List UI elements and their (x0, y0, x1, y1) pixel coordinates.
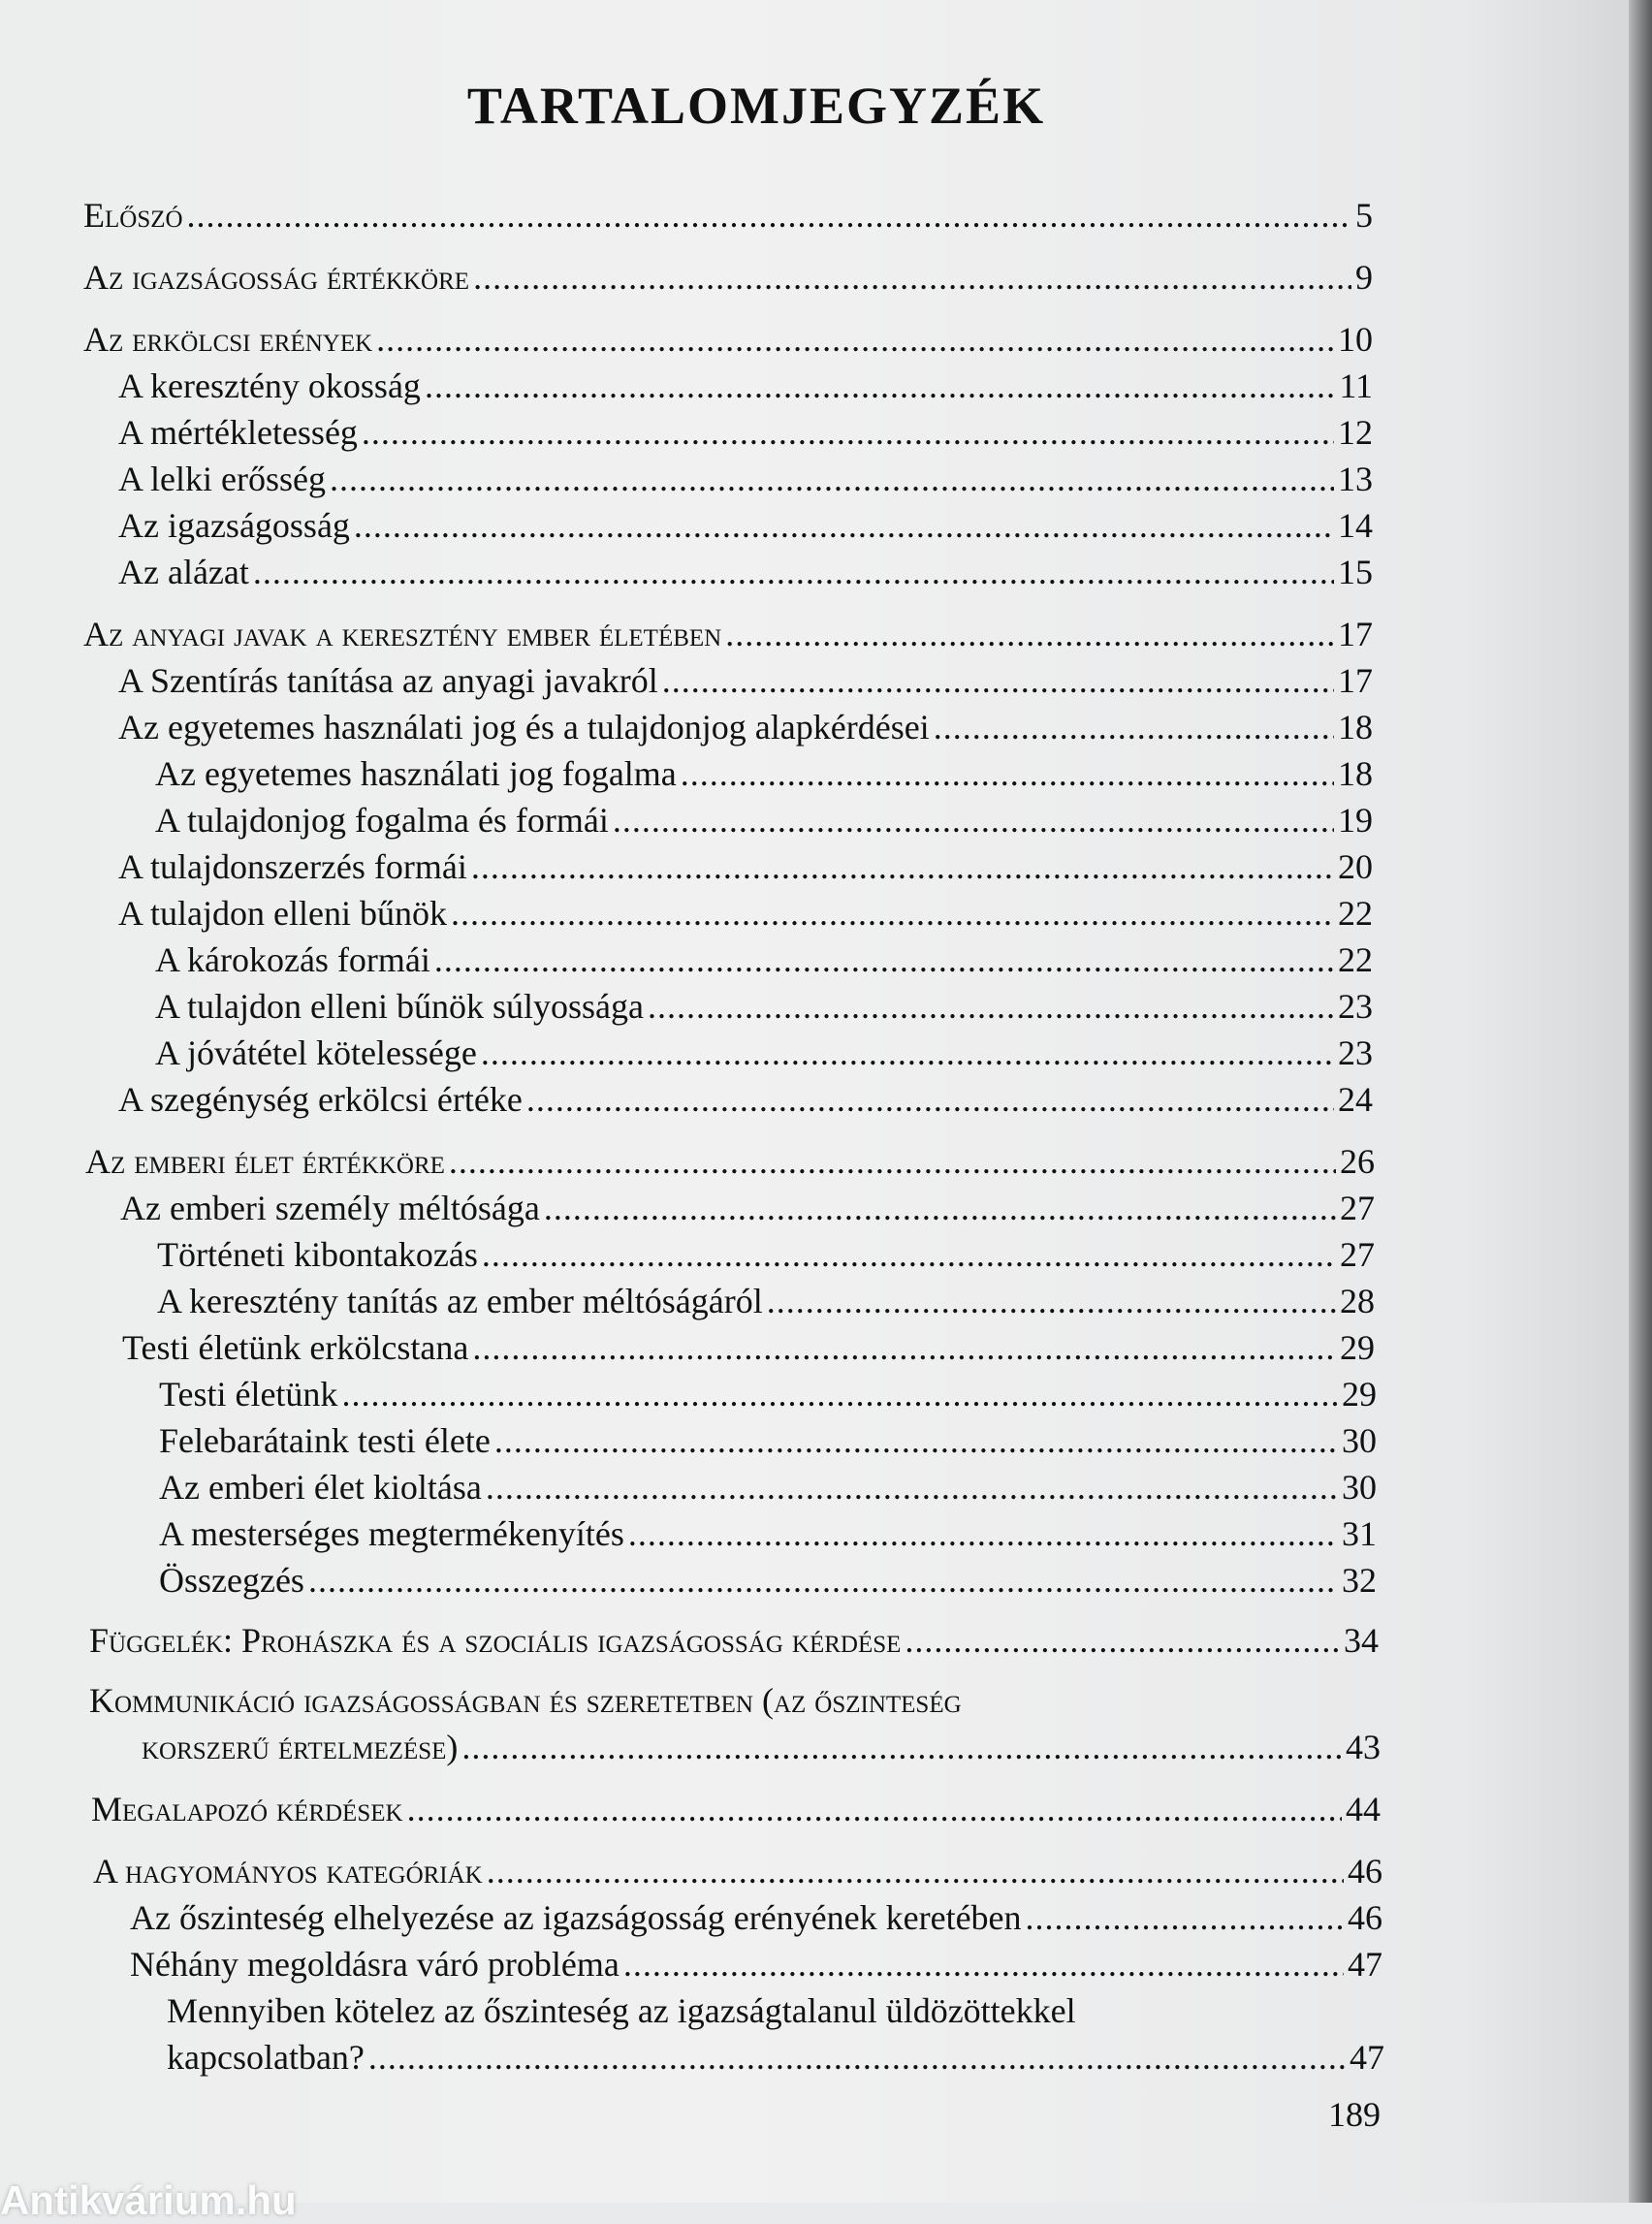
toc-entry-label: Történeti kibontakozás (157, 1235, 478, 1274)
dot-leader (494, 1419, 1338, 1462)
watermark-text: Antikvárium.hu (0, 2177, 297, 2223)
dot-leader (905, 1619, 1340, 1662)
toc-entry[interactable] (130, 1943, 1382, 1986)
dot-leader (662, 659, 1334, 702)
toc-entry-label: A hagyományos kategóriák (93, 1852, 483, 1890)
toc-entry[interactable] (120, 1187, 1375, 1229)
toc-entry-page: 5 (1355, 196, 1373, 235)
toc-entry-label: Testi életünk (159, 1375, 338, 1414)
toc-entry-label: Előszó (83, 196, 183, 235)
dot-leader (628, 1512, 1338, 1555)
toc-entry-label: A tulajdonszerzés formái (118, 847, 467, 886)
toc-entry-page: 28 (1340, 1282, 1375, 1320)
toc-entry-page: 29 (1340, 1328, 1375, 1367)
dot-leader (486, 1466, 1338, 1509)
toc-entry-label: Az őszinteség elhelyezése az igazságosság erényének keretében (130, 1898, 1022, 1937)
toc-entry-label: A károkozás formái (155, 940, 430, 979)
toc-entry-label: Az igazságosság (118, 506, 350, 545)
toc-entry-label: A szegénység erkölcsi értéke (118, 1080, 523, 1119)
dot-leader (681, 752, 1334, 795)
toc-entry-label: korszerű értelmezése) (142, 1728, 459, 1766)
toc-entry-page: 46 (1348, 1898, 1382, 1937)
toc-entry-label: A jóvátétel kötelessége (155, 1033, 477, 1072)
dot-leader (613, 799, 1334, 842)
toc-entry[interactable] (118, 845, 1373, 888)
dot-leader (308, 1559, 1338, 1602)
toc-entry[interactable] (89, 1619, 1379, 1662)
toc-entry-page: 34 (1344, 1621, 1379, 1660)
toc-entry[interactable] (83, 256, 1373, 299)
page-edge-shadow (1629, 0, 1652, 2203)
toc-entry[interactable] (118, 365, 1373, 407)
toc-entry-page: 47 (1350, 2038, 1384, 2077)
toc-entry[interactable] (91, 1788, 1381, 1830)
toc-entry-label: Az egyetemes használati jog és a tulajdonjog alapkérdései (118, 708, 930, 747)
toc-entry-page: 17 (1338, 661, 1373, 700)
toc-entry-label: Néhány megoldásra váró probléma (130, 1945, 620, 1984)
toc-entry-label: A tulajdon elleni bűnök súlyossága (155, 987, 644, 1026)
dot-leader (341, 1373, 1338, 1415)
toc-entry-label: Testi életünk erkölcstana (122, 1328, 469, 1367)
toc-entry[interactable] (167, 2036, 1384, 2079)
dot-leader (407, 1788, 1342, 1830)
toc-entry-label: A keresztény tanítás az ember méltóságáról (157, 1282, 763, 1320)
toc-entry-label: Az anyagi javak a keresztény ember életében (83, 615, 722, 653)
toc-entry-page: 18 (1338, 754, 1373, 793)
toc-entry-page: 32 (1342, 1561, 1377, 1600)
toc-entry-label: Az igazságosság értékköre (83, 258, 470, 297)
toc-entry[interactable] (83, 613, 1373, 655)
toc-entry[interactable] (118, 411, 1373, 454)
toc-entry-page: 15 (1338, 553, 1373, 591)
toc-entry[interactable] (85, 1140, 1375, 1183)
toc-entry[interactable] (118, 551, 1373, 593)
toc-entry-label: A tulajdon elleni bűnök (118, 894, 447, 933)
toc-entry-label: Az emberi élet értékköre (85, 1142, 445, 1181)
toc-entry[interactable] (159, 1559, 1377, 1602)
page-title: TARTALOMJEGYZÉK (466, 77, 1046, 135)
toc-entry[interactable] (118, 1078, 1373, 1121)
toc-entry-page: 11 (1339, 366, 1373, 405)
toc-entry-page: 22 (1338, 894, 1373, 933)
dot-leader (449, 1140, 1336, 1183)
dot-leader (544, 1187, 1336, 1229)
dot-leader (934, 706, 1334, 748)
dot-leader (472, 1326, 1336, 1369)
toc-entry[interactable] (155, 938, 1373, 981)
dot-leader (187, 194, 1351, 237)
page-number: 189 (1328, 2095, 1381, 2134)
dot-leader (623, 1943, 1344, 1986)
toc-entry-page: 19 (1338, 801, 1373, 840)
toc-entry-page: 24 (1338, 1080, 1373, 1119)
toc-entry[interactable] (159, 1373, 1377, 1415)
dot-leader (481, 1032, 1334, 1074)
toc-entry[interactable] (157, 1280, 1375, 1322)
toc-entry-label: Megalapozó kérdések (91, 1790, 403, 1828)
toc-entry-label: A lelki erősség (118, 460, 326, 498)
toc-entry[interactable] (155, 985, 1373, 1028)
dot-leader (526, 1078, 1334, 1121)
toc-entry[interactable] (83, 318, 1373, 361)
toc-entry-page: 29 (1342, 1375, 1377, 1414)
toc-entry-label: A keresztény okosság (118, 366, 421, 405)
toc-entry-page: 27 (1340, 1235, 1375, 1274)
toc-entry-page: 44 (1346, 1790, 1381, 1828)
dot-leader (451, 892, 1334, 935)
dot-leader (354, 504, 1334, 547)
dot-leader (482, 1233, 1336, 1276)
dot-leader (471, 845, 1334, 888)
toc-entry-label: Összegzés (159, 1561, 304, 1600)
toc-entry-label-line1: Mennyiben kötelez az őszinteség az igazságtalanul üldözöttekkel (167, 1991, 1076, 2030)
toc-entry[interactable] (83, 194, 1373, 237)
toc-entry-label: Az alázat (118, 553, 249, 591)
toc-entry[interactable] (118, 892, 1373, 935)
dot-leader (330, 458, 1334, 500)
toc-entry-page: 20 (1338, 847, 1373, 886)
toc-entry[interactable] (118, 458, 1373, 500)
toc-entry-page: 17 (1338, 615, 1373, 653)
toc-entry[interactable] (93, 1850, 1382, 1892)
toc-entry[interactable] (122, 1326, 1375, 1369)
toc-entry-page: 47 (1348, 1945, 1382, 1984)
toc-entry-page: 30 (1342, 1468, 1377, 1507)
toc-entry-page: 12 (1338, 413, 1373, 452)
toc-entry-page: 46 (1348, 1852, 1382, 1890)
toc-entry-page: 13 (1338, 460, 1373, 498)
toc-entry[interactable] (155, 1032, 1373, 1074)
dot-leader (725, 613, 1334, 655)
dot-leader (376, 318, 1334, 361)
toc-entry-label: Az emberi személy méltósága (120, 1189, 540, 1227)
dot-leader (434, 938, 1334, 981)
toc-entry[interactable] (159, 1419, 1377, 1462)
toc-entry[interactable] (130, 1896, 1382, 1939)
toc-entry[interactable] (118, 659, 1373, 702)
toc-entry-label: A mesterséges megtermékenyítés (159, 1514, 624, 1553)
dot-leader (487, 1850, 1344, 1892)
toc-entry-page: 27 (1340, 1189, 1375, 1227)
dot-leader (767, 1280, 1336, 1322)
toc-entry[interactable] (142, 1726, 1381, 1768)
dot-leader (648, 985, 1334, 1028)
toc-entry[interactable] (159, 1512, 1377, 1555)
toc-entry[interactable] (155, 799, 1373, 842)
dot-leader (362, 411, 1334, 454)
toc-entry-label: Az emberi élet kioltása (159, 1468, 482, 1507)
toc-entry-label: A tulajdonjog fogalma és formái (155, 801, 609, 840)
toc-entry[interactable] (118, 706, 1373, 748)
toc-entry-label: kapcsolatban? (167, 2038, 365, 2077)
dot-leader (461, 1726, 1342, 1768)
toc-entry[interactable] (118, 504, 1373, 547)
toc-entry-page: 10 (1338, 320, 1373, 359)
toc-entry-label: Függelék: Prohászka és a szociális igazságosság kérdése (89, 1621, 902, 1660)
toc-entry-label: Az egyetemes használati jog fogalma (155, 754, 677, 793)
toc-entry-page: 18 (1338, 708, 1373, 747)
dot-leader (425, 365, 1335, 407)
toc-entry[interactable] (155, 752, 1373, 795)
dot-leader (473, 256, 1351, 299)
toc-entry-page: 23 (1338, 987, 1373, 1026)
toc-entry-label: Felebarátaink testi élete (159, 1421, 491, 1460)
toc-entry-page: 14 (1338, 506, 1373, 545)
toc-entry-page: 23 (1338, 1033, 1373, 1072)
toc-entry-page: 22 (1338, 940, 1373, 979)
dot-leader (368, 2036, 1346, 2079)
toc-entry[interactable] (159, 1466, 1377, 1509)
toc-entry-page: 43 (1346, 1728, 1381, 1766)
toc-entry-page: 31 (1342, 1514, 1377, 1553)
toc-entry-label: A Szentírás tanítása az anyagi javakról (118, 661, 658, 700)
dot-leader (1026, 1896, 1344, 1939)
toc-entry-label: Az erkölcsi erények (83, 320, 373, 359)
toc-entry[interactable] (157, 1233, 1375, 1276)
toc-entry-page: 9 (1355, 258, 1373, 297)
toc-entry-label-line1: Kommunikáció igazságosságban és szeretetben (az őszinteség (89, 1681, 962, 1720)
toc-entry-page: 30 (1342, 1421, 1377, 1460)
dot-leader (253, 551, 1334, 593)
toc-entry-page: 26 (1340, 1142, 1375, 1181)
toc-entry-label: A mértékletesség (118, 413, 358, 452)
